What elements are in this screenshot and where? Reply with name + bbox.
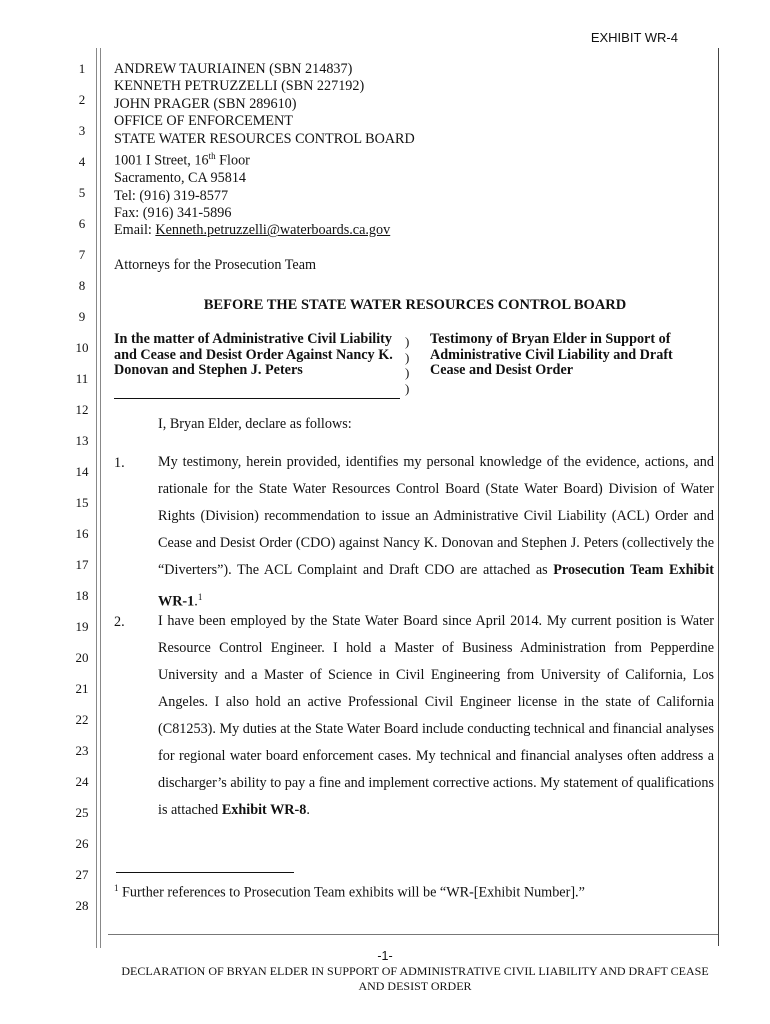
line-number: 18 [75, 588, 89, 603]
line-number: 25 [75, 805, 89, 820]
footnote: $^1$ Further references to Prosecution Team exhibits will be “WR-[Exhibit Number].” [114, 883, 585, 901]
line-number: 13 [75, 433, 89, 448]
street-address: 1001 I Street, 16th Floor [114, 151, 250, 169]
paragraph-number: 1. [114, 455, 125, 471]
line-number: 14 [75, 464, 89, 479]
line-number: 20 [75, 650, 89, 665]
line-number: 16 [75, 526, 89, 541]
line-number: 9 [78, 309, 86, 324]
footnote-rule [116, 872, 294, 873]
line-number: 3 [78, 123, 86, 138]
paragraph: I have been employed by the State Water Board since April 2014. My current position is Water Resource Control Engineer. I hold a Master of Business Administration from Pepperdine University and a Master of Science in Civil Engineering from University of California, Los Angeles. I also hold an active Professional Civil Engineer license in the state of California (C81253). My duties at the State Water Board include conducting technical and financial analyses for regional water board enforcement cases. My technical and financial analyses often address a discharger’s ability to pay a fine and implement corrective actions. My statement of qualifications is attached Exhibit WR-8. [158, 613, 714, 818]
footer-title: DECLARATION OF BRYAN ELDER IN SUPPORT OF ADMINISTRATIVE CIVIL LIABILITY AND DRAFT CEASE AND DESIST ORDER [121, 964, 709, 993]
line-number: 5 [78, 185, 86, 200]
line-number: 8 [78, 278, 86, 293]
office-name: OFFICE OF ENFORCEMENT [114, 113, 293, 130]
line-number: 28 [75, 898, 89, 913]
page-number: -1- [377, 949, 393, 963]
line-number: 4 [78, 154, 86, 169]
left-margin-rule [96, 48, 97, 948]
line-number: 24 [75, 774, 89, 789]
line-number: 11 [75, 371, 89, 386]
line-number: 1 [78, 61, 86, 76]
paragraph: My testimony, herein provided, identifies my personal knowledge of the evidence, actions, and rationale for the State Water Resources Control Board (State Water Board) Division of Water Rights (Division) recommendation to issue an Administrative Civil Liability (ACL) Order and Cease and Desist Order (CDO) against Nancy K. Donovan and Stephen J. Peters (collectively the “Diverters”). The ACL Complaint and Draft CDO are attached as Prosecution Team Exhibit WR-1.$^1$ [158, 454, 714, 610]
footer-rule [108, 934, 718, 935]
caption-parens: ) ) ) ) [405, 334, 410, 396]
case-caption-right: Testimony of Bryan Elder in Support of Administrative Civil Liability and Draft Cease and Desist Order [430, 331, 673, 379]
line-number: 21 [75, 681, 89, 696]
right-margin-rule [718, 48, 719, 946]
attorney-name: ANDREW TAURIAINEN (SBN 214837) [114, 61, 353, 77]
attorney-header [114, 61, 415, 240]
email-link[interactable]: Kenneth.petruzzelli@waterboards.ca.gov [155, 222, 391, 239]
attorneys-for: Attorneys for the Prosecution Team [114, 257, 317, 273]
line-number: 10 [75, 340, 89, 355]
line-number: 12 [75, 402, 89, 417]
attorney-name: JOHN PRAGER (SBN 289610) [114, 95, 297, 112]
line-number: 23 [75, 743, 89, 758]
paragraph-number: 2. [114, 614, 125, 630]
case-caption-left: In the matter of Administrative Civil Liability and Cease and Desist Order Against Nancy K. Donovan and Stephen J. Peters [114, 331, 393, 379]
exhibit-reference: Prosecution Team Exhibit WR-1 [158, 562, 714, 610]
email-line: Email: Kenneth.petruzzelli@waterboards.ca.gov [114, 222, 391, 239]
line-number: 2 [78, 92, 86, 107]
line-number: 26 [75, 836, 89, 851]
fax: Fax: (916) 341-5896 [114, 204, 232, 221]
caption-underline [114, 398, 400, 399]
line-number: 22 [75, 712, 89, 727]
exhibit-label: EXHIBIT WR-4 [590, 30, 678, 45]
city-address: Sacramento, CA 95814 [114, 170, 247, 187]
footnote-ref: 1 [197, 592, 203, 602]
line-number: 17 [75, 557, 89, 572]
board-name: STATE WATER RESOURCES CONTROL BOARD [114, 130, 415, 147]
line-number: 15 [75, 495, 89, 510]
line-number: 19 [75, 619, 89, 634]
line-number: 6 [78, 216, 86, 231]
attorney-name: KENNETH PETRUZZELLI (SBN 227192) [114, 78, 365, 95]
declaration-intro: I, Bryan Elder, declare as follows: [158, 416, 352, 432]
line-number: 27 [75, 867, 89, 882]
exhibit-reference: Exhibit WR-8 [221, 802, 307, 818]
left-margin-rule-inner [100, 48, 101, 948]
line-number: 7 [78, 247, 86, 262]
court-title: BEFORE THE STATE WATER RESOURCES CONTROL BOARD [203, 297, 627, 313]
telephone: Tel: (916) 319-8577 [114, 187, 229, 204]
